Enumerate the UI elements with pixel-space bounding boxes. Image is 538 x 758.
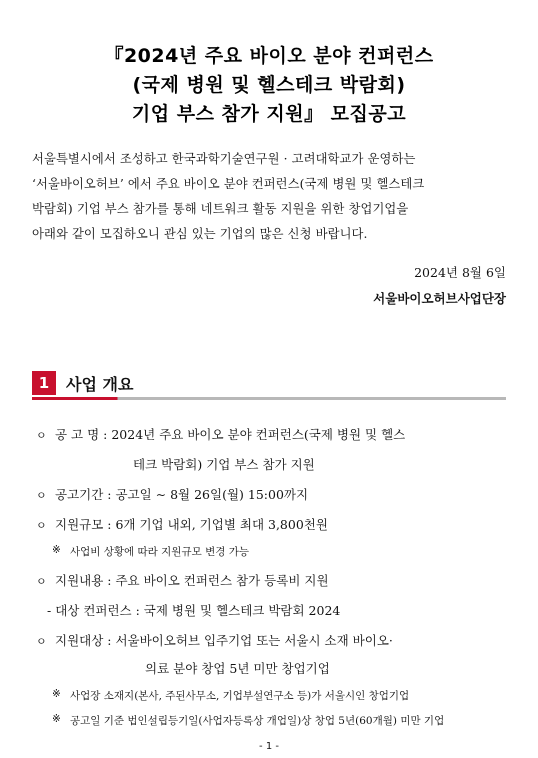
intro-line: ‘서울바이오허브’ 에서 주요 바이오 분야 컨퍼런스(국제 병원 및 헬스테크 <box>32 177 425 191</box>
note-mark: ※ <box>52 713 61 725</box>
item-content-sub: - 대상 컨퍼런스 : 국제 병원 및 헬스테크 박람회 2024 <box>47 603 341 618</box>
notice-title-line1: 『2024년 주요 바이오 분야 컨퍼런스 <box>104 45 434 67</box>
bullet-icon: ㅇ <box>36 429 47 442</box>
issuing-organization: 서울바이오허브사업단장 <box>373 291 506 306</box>
intro-paragraph <box>32 147 512 247</box>
section-underline <box>32 397 506 400</box>
intro-line: 박람회) 기업 부스 참가를 통해 네트워크 활동 지원을 위한 창업기업을 <box>32 202 409 216</box>
item-target: 지원대상 : 서울바이오허브 입주기업 또는 서울시 소재 바이오· <box>55 633 393 648</box>
item-scale-note: 사업비 상황에 따라 지원규모 변경 가능 <box>70 546 249 558</box>
item-target-note2: 공고일 기준 법인설립등기일(사업자등록상 개업일)상 창업 5년(60개월) 미만 기업 <box>70 715 445 727</box>
item-period: 공고기간 : 공고일 ∼ 8월 26일(월) 15:00까지 <box>55 487 309 502</box>
bullet-icon: ㅇ <box>36 635 47 648</box>
section-title: 사업 개요 <box>66 375 134 394</box>
item-target-note1: 사업장 소재지(본사, 주된사무소, 기업부설연구소 등)가 서울시인 창업기업 <box>70 690 410 702</box>
bullet-icon: ㅇ <box>36 489 47 502</box>
notice-title-line2: (국제 병원 및 헬스테크 박람회) <box>132 74 406 96</box>
intro-line: 아래와 같이 모집하오니 관심 있는 기업의 많은 신청 바랍니다. <box>32 227 368 241</box>
item-content: 지원내용 : 주요 바이오 컨퍼런스 참가 등록비 지원 <box>55 573 329 588</box>
note-mark: ※ <box>52 544 61 556</box>
notice-title-line3: 기업 부스 참가 지원』 모집공고 <box>131 103 407 125</box>
notice-date: 2024년 8월 6일 <box>414 265 506 280</box>
item-scale: 지원규모 : 6개 기업 내외, 기업별 최대 3,800천원 <box>55 517 328 532</box>
item-target-cont: 의료 분야 창업 5년 미만 창업기업 <box>145 661 330 676</box>
item-name-cont: 테크 박람회) 기업 부스 참가 지원 <box>133 457 315 472</box>
note-mark: ※ <box>52 688 61 700</box>
item-name: 공 고 명 : 2024년 주요 바이오 분야 컨퍼런스(국제 병원 및 헬스 <box>55 427 406 442</box>
bullet-icon: ㅇ <box>36 519 47 532</box>
bullet-icon: ㅇ <box>36 575 47 588</box>
page-number: - 1 - <box>259 741 279 752</box>
intro-line: 서울특별시에서 조성하고 한국과학기술연구원 · 고려대학교가 운영하는 <box>32 152 416 166</box>
section-header <box>32 371 506 395</box>
section-number: 1 <box>32 371 56 395</box>
